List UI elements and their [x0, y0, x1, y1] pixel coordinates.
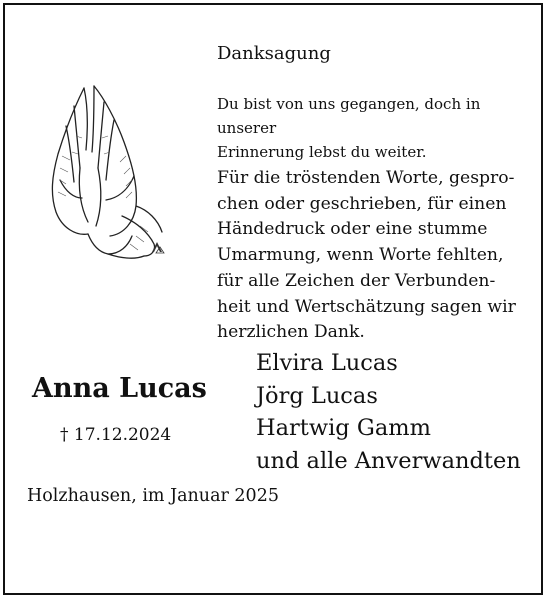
- thanks-line: herzlichen Dank.: [217, 322, 365, 343]
- thanks-text: [217, 166, 527, 346]
- mourner-name: und alle Anverwandten: [256, 447, 521, 474]
- motto-line: Du bist von uns gegangen, doch in unserer: [217, 95, 481, 137]
- notice-heading: Danksagung: [217, 43, 331, 64]
- thanks-line: chen oder geschrieben, für einen: [217, 193, 507, 214]
- death-date: † 17.12.2024: [60, 425, 172, 445]
- thanks-line: Händedruck oder eine stumme: [217, 219, 488, 240]
- thanks-line: für alle Zeichen der Verbunden-: [217, 270, 496, 291]
- mourner-name: Hartwig Gamm: [256, 415, 431, 441]
- thanks-line: Umarmung, wenn Worte fehlten,: [217, 245, 504, 266]
- place-date: Holzhausen, im Januar 2025: [27, 486, 279, 506]
- thanks-line: Für die tröstenden Worte, gespro-: [217, 168, 515, 188]
- motto-line: Erinnerung lebst du weiter.: [217, 143, 427, 161]
- thanks-line: heit und Wertschätzung sagen wir: [217, 296, 516, 317]
- mourner-name: Elvira Lucas: [256, 350, 398, 376]
- mourner-name: Jörg Lucas: [256, 382, 378, 409]
- deceased-name: Anna Lucas: [32, 373, 207, 404]
- mourners-list: [256, 347, 521, 477]
- motto-text: [217, 92, 517, 164]
- praying-hands-icon: [36, 76, 186, 261]
